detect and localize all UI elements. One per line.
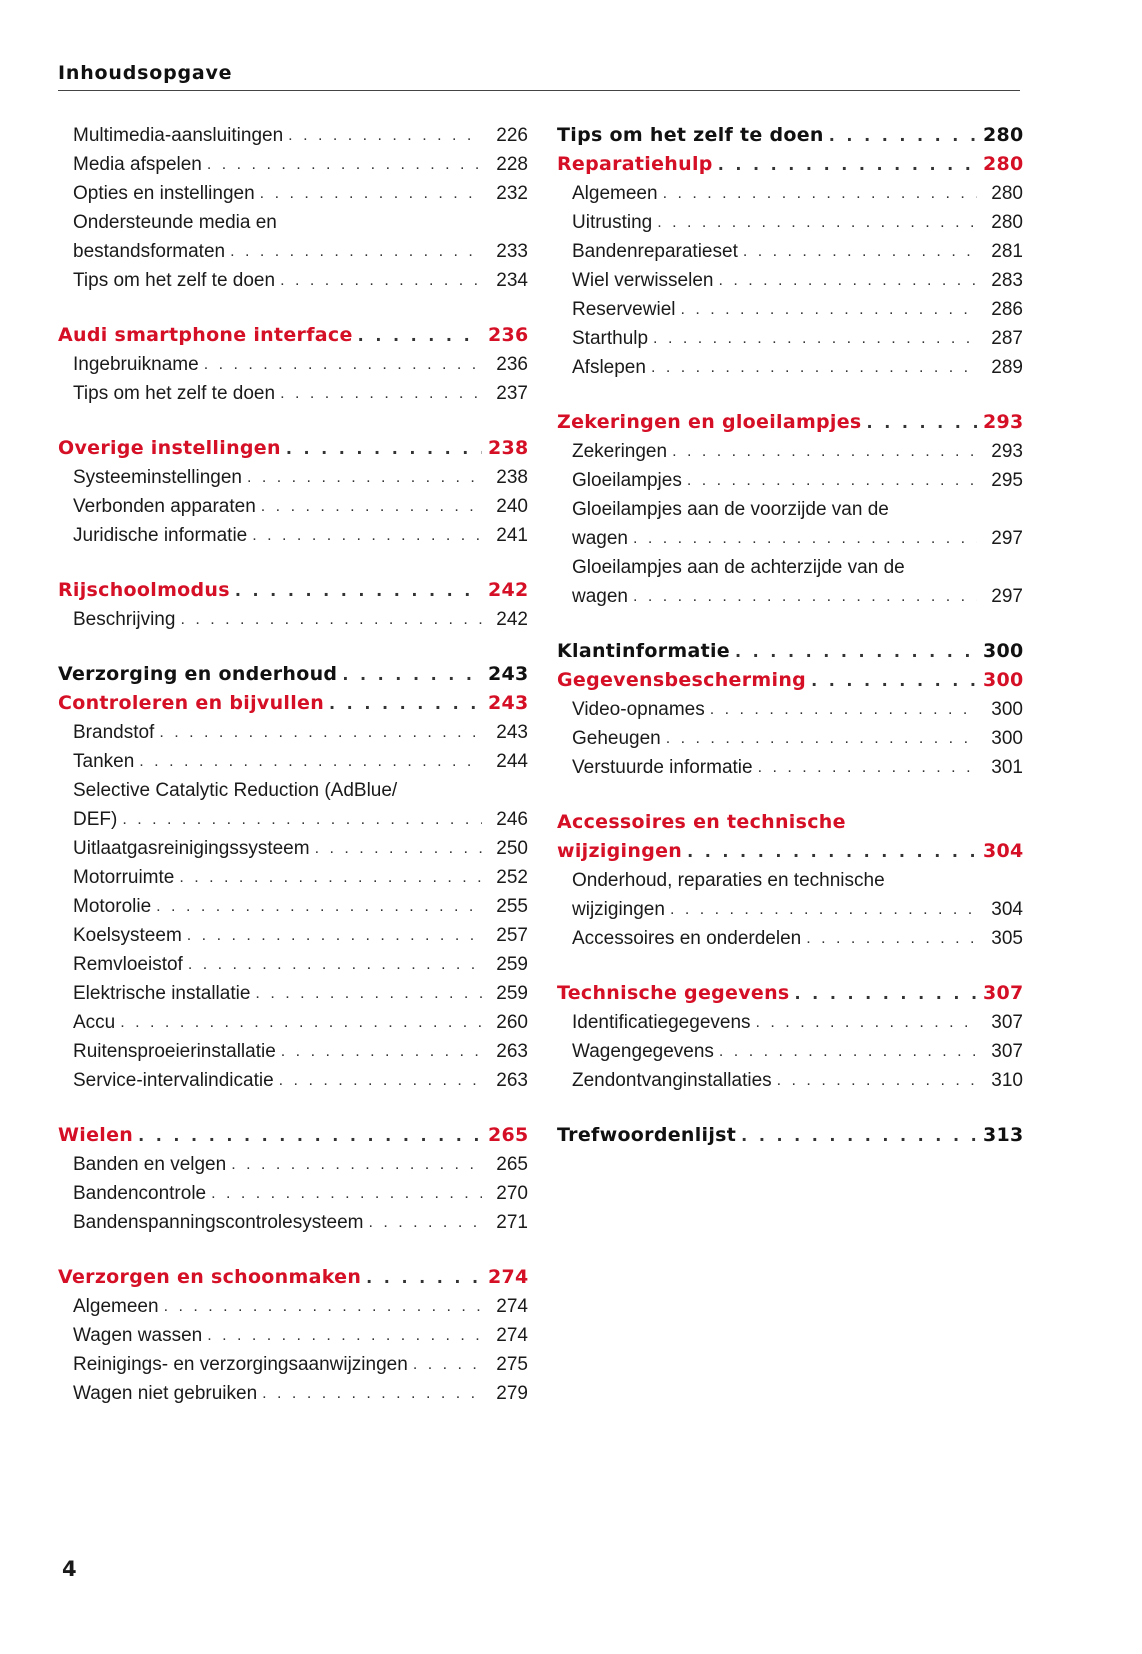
dot-leader — [670, 895, 977, 924]
toc-subentry[interactable] — [58, 237, 528, 266]
toc-subentry-line[interactable]: Gloeilampjes aan de achterzijde van de — [572, 557, 905, 578]
dot-leader — [315, 834, 482, 863]
toc-entry-label: Verstuurde informatie — [572, 757, 753, 778]
dot-leader — [207, 150, 482, 179]
toc-subentry[interactable] — [58, 521, 528, 550]
dot-leader — [235, 576, 482, 605]
toc-page-number: 252 — [496, 867, 528, 888]
toc-entry-label: Media afspelen — [73, 154, 202, 175]
toc-entry-label: Tanken — [73, 751, 135, 772]
toc-entry-label: Gegevensbescherming — [557, 669, 807, 691]
dot-leader — [413, 1350, 482, 1379]
toc-entry-label: wagen — [572, 586, 628, 607]
dot-leader — [741, 1121, 977, 1150]
dot-leader — [156, 892, 482, 921]
toc-entry-label: Multimedia-aansluitingen — [73, 125, 284, 146]
toc-entry-label: Klantinformatie — [557, 640, 730, 662]
toc-page-number: 244 — [496, 751, 528, 772]
dot-leader — [806, 924, 977, 953]
toc-entry-label: wijzigingen — [557, 840, 683, 862]
dot-leader — [366, 1263, 482, 1292]
toc-subentry[interactable] — [557, 1066, 1023, 1095]
toc-subentry[interactable] — [557, 724, 1023, 753]
dot-leader — [666, 724, 977, 753]
toc-subentry[interactable] — [557, 266, 1023, 295]
toc-subentry-line[interactable]: Selective Catalytic Reduction (AdBlue/ — [73, 780, 398, 801]
toc-entry-label: Technische gegevens — [557, 982, 790, 1004]
toc-page-number: 234 — [496, 270, 528, 291]
dot-leader — [286, 434, 482, 463]
toc-section[interactable] — [557, 150, 1023, 179]
toc-subentry[interactable] — [58, 1037, 528, 1066]
dot-leader — [255, 979, 482, 1008]
dot-leader — [735, 637, 977, 666]
dot-leader — [180, 605, 482, 634]
toc-page-number: 265 — [488, 1124, 529, 1146]
toc-page-number: 243 — [496, 722, 528, 743]
dot-leader — [743, 237, 977, 266]
toc-page-number: 297 — [991, 586, 1023, 607]
toc-page-number: 257 — [496, 925, 528, 946]
toc-entry-label: Zendontvanginstallaties — [572, 1070, 772, 1091]
dot-leader — [281, 1037, 482, 1066]
toc-entry-label: Uitrusting — [572, 212, 653, 233]
dot-leader — [829, 121, 977, 150]
toc-entry-label: Gloeilampjes — [572, 470, 682, 491]
toc-entry-label: Overige instellingen — [58, 437, 281, 459]
toc-subentry[interactable] — [58, 1066, 528, 1095]
toc-entry-label: Trefwoordenlijst — [557, 1124, 737, 1146]
toc-page-number: 226 — [496, 125, 528, 146]
toc-page-number: 274 — [488, 1266, 529, 1288]
toc-entry-label: Wagengegevens — [572, 1041, 714, 1062]
toc-entry-label: Tips om het zelf te doen — [557, 124, 824, 146]
toc-subentry[interactable] — [58, 1208, 528, 1237]
toc-entry-label: Afslepen — [572, 357, 646, 378]
dot-leader — [247, 463, 482, 492]
toc-subentry[interactable] — [58, 950, 528, 979]
toc-entry-label: Systeeminstellingen — [73, 467, 242, 488]
page-number: 4 — [62, 1557, 77, 1581]
toc-page-number: 304 — [983, 840, 1024, 862]
dot-leader — [211, 1179, 482, 1208]
toc-subentry[interactable] — [58, 747, 528, 776]
toc-subentry[interactable] — [557, 924, 1023, 953]
toc-entry-label: Reinigings- en verzorgingsaanwijzingen — [73, 1354, 408, 1375]
toc-section[interactable] — [557, 637, 1023, 666]
dot-leader — [653, 324, 977, 353]
dot-leader — [758, 753, 977, 782]
toc-entry-label: Ruitensproeierinstallatie — [73, 1041, 276, 1062]
dot-leader — [358, 321, 482, 350]
dot-leader — [329, 689, 482, 718]
toc-page-number: 236 — [488, 324, 529, 346]
dot-leader — [657, 208, 977, 237]
toc-subentry[interactable] — [58, 1179, 528, 1208]
toc-subentry[interactable] — [557, 237, 1023, 266]
dot-leader — [718, 266, 977, 295]
toc-page-number: 274 — [496, 1325, 528, 1346]
toc-entry-label: Bandencontrole — [73, 1183, 207, 1204]
toc-page-number: 255 — [496, 896, 528, 917]
toc-entry-label: Bandenreparatieset — [572, 241, 738, 262]
dot-leader — [663, 179, 977, 208]
dot-leader — [811, 666, 977, 695]
toc-page-number: 304 — [991, 899, 1023, 920]
toc-entry-label: wijzigingen — [572, 899, 665, 920]
dot-leader — [651, 353, 977, 382]
toc-entry-label: Algemeen — [572, 183, 658, 204]
toc-page-number: 280 — [991, 212, 1023, 233]
section-spacer — [557, 953, 1023, 979]
dot-leader — [777, 1066, 977, 1095]
toc-entry-label: Zekeringen en gloeilampjes — [557, 411, 862, 433]
section-spacer — [557, 782, 1023, 808]
toc-page-number: 300 — [983, 640, 1024, 662]
toc-entry-label: Audi smartphone interface — [58, 324, 353, 346]
toc-subentry[interactable] — [557, 524, 1023, 553]
toc-page-number: 246 — [496, 809, 528, 830]
toc-subentry[interactable] — [58, 121, 528, 150]
toc-page-number: 274 — [496, 1296, 528, 1317]
dot-leader — [288, 121, 482, 150]
toc-entry-label: Uitlaatgasreinigingssysteem — [73, 838, 310, 859]
toc-subentry[interactable] — [557, 324, 1023, 353]
toc-section[interactable] — [58, 434, 528, 463]
dot-leader — [718, 150, 977, 179]
toc-page-number: 305 — [991, 928, 1023, 949]
toc-subentry[interactable] — [557, 895, 1023, 924]
toc-page-number: 281 — [991, 241, 1023, 262]
toc-entry-label: Elektrische installatie — [73, 983, 251, 1004]
toc-subentry[interactable] — [557, 695, 1023, 724]
toc-page-number: 260 — [496, 1012, 528, 1033]
toc-subentry[interactable] — [557, 208, 1023, 237]
toc-subentry[interactable] — [58, 863, 528, 892]
toc-entry-label: Verbonden apparaten — [73, 496, 256, 517]
toc-section[interactable] — [58, 689, 528, 718]
toc-section[interactable] — [58, 1263, 528, 1292]
dot-leader — [207, 1321, 482, 1350]
section-spacer — [557, 1095, 1023, 1121]
toc-page-number: 238 — [496, 467, 528, 488]
toc-page-number: 280 — [991, 183, 1023, 204]
toc-page-number: 240 — [496, 496, 528, 517]
toc-page-number: 300 — [991, 728, 1023, 749]
page-title: Inhoudsopgave — [58, 62, 233, 84]
toc-subentry-line[interactable]: Ondersteunde media en — [73, 212, 277, 233]
toc-page-number: 242 — [488, 579, 529, 601]
toc-page-number: 259 — [496, 954, 528, 975]
toc-section[interactable] — [58, 1121, 528, 1150]
dot-leader — [187, 921, 482, 950]
toc-entry-label: Algemeen — [73, 1296, 159, 1317]
toc-page-number: 307 — [991, 1012, 1023, 1033]
toc-entry-label: Service-intervalindicatie — [73, 1070, 274, 1091]
toc-entry-label: Video-opnames — [572, 699, 705, 720]
toc-entry-label: Wiel verwisselen — [572, 270, 714, 291]
toc-subentry[interactable] — [557, 582, 1023, 611]
toc-page-number: 279 — [496, 1383, 528, 1404]
toc-entry-label: wagen — [572, 528, 628, 549]
toc-subentry-line[interactable]: Gloeilampjes aan de voorzijde van de — [572, 499, 889, 520]
toc-page-number: 300 — [983, 669, 1024, 691]
toc-page-number: 275 — [496, 1354, 528, 1375]
toc-entry-label: Tips om het zelf te doen — [73, 270, 276, 291]
toc-entry-label: Rijschoolmodus — [58, 579, 230, 601]
dot-leader — [672, 437, 977, 466]
toc-entry-label: Wagen niet gebruiken — [73, 1383, 258, 1404]
toc-subentry[interactable] — [58, 979, 528, 1008]
toc-section[interactable] — [557, 666, 1023, 695]
dot-leader — [368, 1208, 482, 1237]
toc-page-number: 280 — [983, 124, 1024, 146]
toc-subentry[interactable] — [58, 492, 528, 521]
dot-leader — [633, 582, 977, 611]
toc-subentry[interactable] — [58, 150, 528, 179]
toc-entry-label: Brandstof — [73, 722, 155, 743]
toc-subentry[interactable] — [557, 295, 1023, 324]
toc-page-number: 270 — [496, 1183, 528, 1204]
toc-page-number: 243 — [488, 692, 529, 714]
toc-subentry[interactable] — [58, 1350, 528, 1379]
toc-entry-label: Controleren en bijvullen — [58, 692, 325, 714]
toc-entry-label: Geheugen — [572, 728, 661, 749]
dot-leader — [260, 179, 482, 208]
toc-entry-label: Opties en instellingen — [73, 183, 255, 204]
dot-leader — [687, 837, 977, 866]
dot-leader — [279, 1066, 482, 1095]
section-spacer — [58, 550, 528, 576]
toc-page-number: 259 — [496, 983, 528, 1004]
dot-leader — [120, 1008, 482, 1037]
toc-page-number: 236 — [496, 354, 528, 375]
toc-page-number: 263 — [496, 1070, 528, 1091]
dot-leader — [756, 1008, 977, 1037]
toc-subentry[interactable] — [58, 379, 528, 408]
section-spacer — [58, 1237, 528, 1263]
toc-subentry[interactable] — [557, 353, 1023, 382]
toc-entry-label: Wielen — [58, 1124, 134, 1146]
toc-page-number: 287 — [991, 328, 1023, 349]
dot-leader — [179, 863, 482, 892]
toc-subentry[interactable] — [58, 805, 528, 834]
toc-page-number: 293 — [983, 411, 1024, 433]
toc-subentry[interactable] — [557, 1037, 1023, 1066]
toc-section[interactable] — [557, 979, 1023, 1008]
toc-page-number: 301 — [991, 757, 1023, 778]
toc-entry-label: Juridische informatie — [73, 525, 248, 546]
dot-leader — [188, 950, 482, 979]
dot-leader — [795, 979, 977, 1008]
toc-subentry[interactable] — [58, 463, 528, 492]
toc-page-number: 297 — [991, 528, 1023, 549]
toc-page-number: 307 — [991, 1041, 1023, 1062]
toc-subentry[interactable] — [557, 1008, 1023, 1037]
toc-subentry[interactable] — [58, 1292, 528, 1321]
section-spacer — [58, 295, 528, 321]
toc-entry-label: Bandenspanningscontrolesysteem — [73, 1212, 364, 1233]
dot-leader — [633, 524, 977, 553]
toc-subentry[interactable] — [58, 718, 528, 747]
toc-page-number: 289 — [991, 357, 1023, 378]
toc-entry-label: Koelsysteem — [73, 925, 182, 946]
toc-subentry-line[interactable]: Onderhoud, reparaties en technische — [572, 870, 885, 891]
dot-leader — [261, 492, 482, 521]
toc-page-number: 238 — [488, 437, 529, 459]
toc-page-number: 241 — [496, 525, 528, 546]
toc-entry-label: Zekeringen — [572, 441, 668, 462]
dot-leader — [280, 266, 482, 295]
toc-entry-label: Verzorgen en schoonmaken — [58, 1266, 362, 1288]
dot-leader — [231, 1150, 482, 1179]
dot-leader — [139, 747, 482, 776]
toc-page-number: 243 — [488, 663, 529, 685]
toc-entry-label: DEF) — [73, 809, 118, 830]
toc-entry-label: bestandsformaten — [73, 241, 226, 262]
dot-leader — [719, 1037, 977, 1066]
toc-subentry[interactable] — [58, 1008, 528, 1037]
toc-entry-label: Tips om het zelf te doen — [73, 383, 276, 404]
page-header — [58, 62, 1020, 91]
toc-page-number: 263 — [496, 1041, 528, 1062]
toc-subentry[interactable] — [58, 179, 528, 208]
toc-subentry[interactable] — [58, 350, 528, 379]
toc-page-number: 280 — [983, 153, 1024, 175]
toc-subentry[interactable] — [58, 1321, 528, 1350]
toc-section[interactable] — [557, 837, 1023, 866]
toc-page-number: 228 — [496, 154, 528, 175]
toc-entry-label: Verzorging en onderhoud — [58, 663, 338, 685]
toc-section-line[interactable]: Accessoires en technische — [557, 811, 846, 833]
toc-entry-label: Wagen wassen — [73, 1325, 203, 1346]
toc-section[interactable] — [58, 576, 528, 605]
toc-subentry[interactable] — [58, 1150, 528, 1179]
toc-subentry[interactable] — [557, 437, 1023, 466]
toc-page-number: 250 — [496, 838, 528, 859]
toc-page-number: 295 — [991, 470, 1023, 491]
toc-page-number: 271 — [496, 1212, 528, 1233]
section-spacer — [58, 634, 528, 660]
dot-leader — [159, 718, 482, 747]
toc-section[interactable] — [557, 1121, 1023, 1150]
section-spacer — [557, 382, 1023, 408]
toc-section[interactable] — [557, 408, 1023, 437]
toc-page-number: 300 — [991, 699, 1023, 720]
toc-entry-label: Beschrijving — [73, 609, 176, 630]
toc-entry-label: Remvloeistof — [73, 954, 183, 975]
toc-page-number: 283 — [991, 270, 1023, 291]
toc-subentry[interactable] — [58, 1379, 528, 1408]
toc-subentry[interactable] — [58, 266, 528, 295]
toc-entry-label: Identificatiegegevens — [572, 1012, 751, 1033]
dot-leader — [680, 295, 977, 324]
toc-page-number: 310 — [991, 1070, 1023, 1091]
toc-page-number: 313 — [983, 1124, 1024, 1146]
dot-leader — [710, 695, 977, 724]
section-spacer — [58, 408, 528, 434]
toc-subentry[interactable] — [58, 834, 528, 863]
dot-leader — [230, 237, 482, 266]
toc-subentry[interactable] — [58, 921, 528, 950]
toc-column-left — [58, 121, 528, 1408]
toc-entry-label: Motorolie — [73, 896, 152, 917]
toc-entry-label: Ingebruikname — [73, 354, 199, 375]
toc-section[interactable] — [557, 121, 1023, 150]
toc-page-number: 233 — [496, 241, 528, 262]
toc-entry-label: Reparatiehulp — [557, 153, 713, 175]
toc-page-number: 286 — [991, 299, 1023, 320]
toc-page-number: 242 — [496, 609, 528, 630]
toc-page-number: 293 — [991, 441, 1023, 462]
dot-leader — [204, 350, 482, 379]
toc-entry-label: Reservewiel — [572, 299, 676, 320]
toc-page-number: 265 — [496, 1154, 528, 1175]
toc-page-number: 237 — [496, 383, 528, 404]
section-spacer — [58, 1095, 528, 1121]
toc-subentry[interactable] — [557, 466, 1023, 495]
toc-entry-label: Banden en velgen — [73, 1154, 227, 1175]
toc-subentry[interactable] — [58, 892, 528, 921]
dot-leader — [252, 521, 482, 550]
toc-entry-label: Accessoires en onderdelen — [572, 928, 802, 949]
toc-subentry[interactable] — [557, 753, 1023, 782]
toc-page-number: 232 — [496, 183, 528, 204]
dot-leader — [138, 1121, 482, 1150]
toc-section[interactable] — [58, 660, 528, 689]
toc-column-right — [557, 121, 1023, 1150]
dot-leader — [687, 466, 977, 495]
dot-leader — [280, 379, 482, 408]
section-spacer — [557, 611, 1023, 637]
toc-subentry[interactable] — [557, 179, 1023, 208]
toc-subentry[interactable] — [58, 605, 528, 634]
dot-leader — [262, 1379, 482, 1408]
dot-leader — [342, 660, 482, 689]
toc-page-number: 307 — [983, 982, 1024, 1004]
toc-entry-label: Motorruimte — [73, 867, 175, 888]
dot-leader — [867, 408, 977, 437]
dot-leader — [122, 805, 482, 834]
dot-leader — [164, 1292, 482, 1321]
toc-entry-label: Accu — [73, 1012, 116, 1033]
toc-entry-label: Starthulp — [572, 328, 649, 349]
toc-section[interactable] — [58, 321, 528, 350]
